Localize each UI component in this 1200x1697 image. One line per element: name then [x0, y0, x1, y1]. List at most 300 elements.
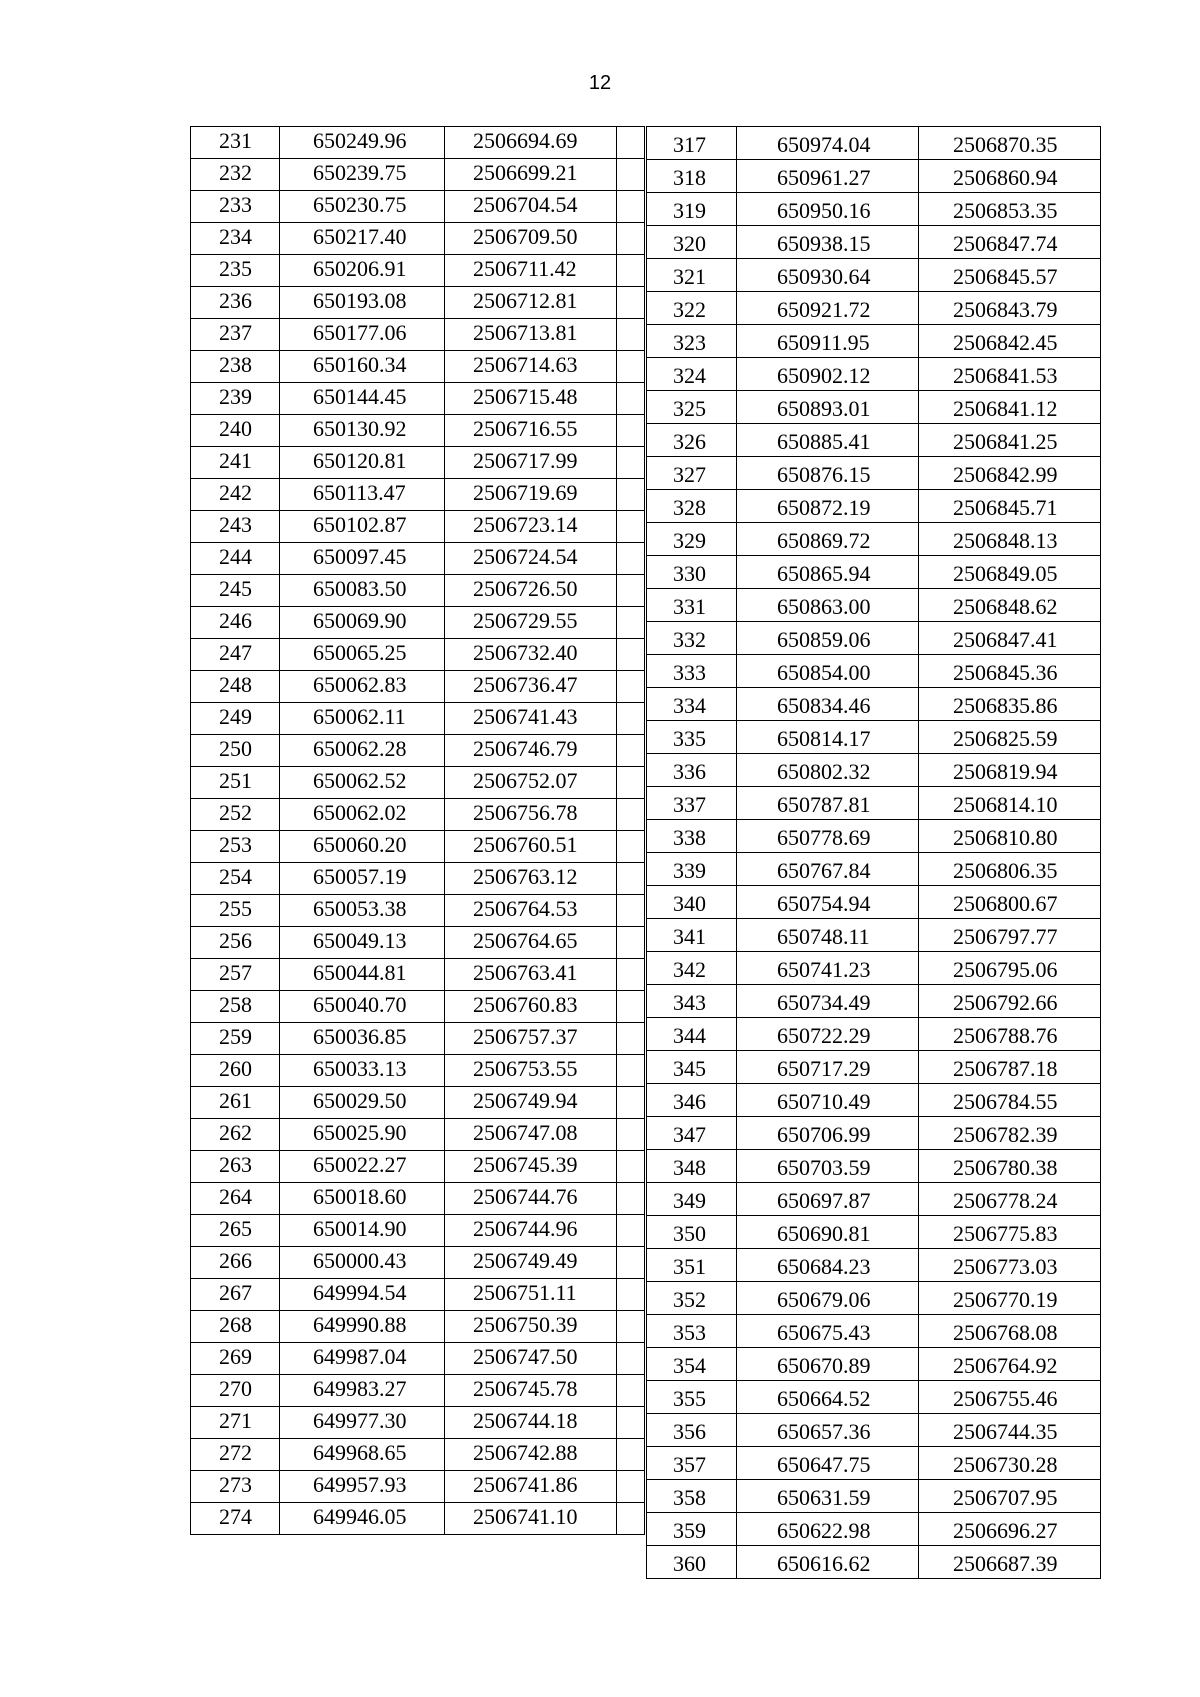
- y-coordinate-cell: 2506744.76: [445, 1183, 617, 1215]
- point-number-cell: 344: [647, 1018, 737, 1051]
- y-coordinate-cell: 2506842.99: [919, 457, 1101, 490]
- spacer-cell: [617, 1279, 645, 1311]
- point-number-cell: 322: [647, 292, 737, 325]
- point-number-cell: 341: [647, 919, 737, 952]
- table-row: [191, 287, 645, 319]
- point-number-cell: 247: [191, 639, 280, 671]
- x-coordinate-cell: 649946.05: [280, 1503, 445, 1535]
- spacer-cell: [617, 127, 645, 159]
- point-number-cell: 339: [647, 853, 737, 886]
- y-coordinate-cell: 2506849.05: [919, 556, 1101, 589]
- point-number-cell: 332: [647, 622, 737, 655]
- table-row: [191, 543, 645, 575]
- point-number-cell: 244: [191, 543, 280, 575]
- x-coordinate-cell: 650670.89: [737, 1348, 919, 1381]
- x-coordinate-cell: 650647.75: [737, 1447, 919, 1480]
- point-number-cell: 355: [647, 1381, 737, 1414]
- point-number-cell: 239: [191, 383, 280, 415]
- point-number-cell: 327: [647, 457, 737, 490]
- spacer-cell: [617, 383, 645, 415]
- x-coordinate-cell: 650057.19: [280, 863, 445, 895]
- table-row: [191, 607, 645, 639]
- coordinates-table-left-body: [191, 127, 645, 1535]
- spacer-cell: [617, 863, 645, 895]
- x-coordinate-cell: 650690.81: [737, 1216, 919, 1249]
- table-row: [191, 1343, 645, 1375]
- spacer-cell: [617, 159, 645, 191]
- x-coordinate-cell: 650814.17: [737, 721, 919, 754]
- y-coordinate-cell: 2506768.08: [919, 1315, 1101, 1348]
- y-coordinate-cell: 2506745.39: [445, 1151, 617, 1183]
- x-coordinate-cell: 650902.12: [737, 358, 919, 391]
- x-coordinate-cell: 650062.02: [280, 799, 445, 831]
- point-number-cell: 353: [647, 1315, 737, 1348]
- table-row: [647, 1414, 1101, 1447]
- point-number-cell: 252: [191, 799, 280, 831]
- point-number-cell: 330: [647, 556, 737, 589]
- table-row: [647, 655, 1101, 688]
- y-coordinate-cell: 2506764.53: [445, 895, 617, 927]
- point-number-cell: 267: [191, 1279, 280, 1311]
- x-coordinate-cell: 650834.46: [737, 688, 919, 721]
- point-number-cell: 337: [647, 787, 737, 820]
- y-coordinate-cell: 2506744.18: [445, 1407, 617, 1439]
- x-coordinate-cell: 650717.29: [737, 1051, 919, 1084]
- y-coordinate-cell: 2506775.83: [919, 1216, 1101, 1249]
- point-number-cell: 358: [647, 1480, 737, 1513]
- x-coordinate-cell: 650974.04: [737, 127, 919, 160]
- y-coordinate-cell: 2506792.66: [919, 985, 1101, 1018]
- spacer-cell: [617, 639, 645, 671]
- x-coordinate-cell: 650025.90: [280, 1119, 445, 1151]
- y-coordinate-cell: 2506707.95: [919, 1480, 1101, 1513]
- table-row: [647, 1150, 1101, 1183]
- y-coordinate-cell: 2506744.96: [445, 1215, 617, 1247]
- y-coordinate-cell: 2506726.50: [445, 575, 617, 607]
- table-row: [647, 1513, 1101, 1546]
- table-row: [647, 820, 1101, 853]
- x-coordinate-cell: 650921.72: [737, 292, 919, 325]
- y-coordinate-cell: 2506845.57: [919, 259, 1101, 292]
- y-coordinate-cell: 2506860.94: [919, 160, 1101, 193]
- spacer-cell: [617, 895, 645, 927]
- x-coordinate-cell: 650044.81: [280, 959, 445, 991]
- table-row: [647, 457, 1101, 490]
- x-coordinate-cell: 650787.81: [737, 787, 919, 820]
- point-number-cell: 318: [647, 160, 737, 193]
- point-number-cell: 240: [191, 415, 280, 447]
- spacer-cell: [617, 991, 645, 1023]
- table-row: [191, 703, 645, 735]
- point-number-cell: 255: [191, 895, 280, 927]
- y-coordinate-cell: 2506714.63: [445, 351, 617, 383]
- x-coordinate-cell: 649968.65: [280, 1439, 445, 1471]
- x-coordinate-cell: 650679.06: [737, 1282, 919, 1315]
- y-coordinate-cell: 2506841.25: [919, 424, 1101, 457]
- x-coordinate-cell: 650217.40: [280, 223, 445, 255]
- table-row: [647, 127, 1101, 160]
- table-row: [647, 1447, 1101, 1480]
- point-number-cell: 356: [647, 1414, 737, 1447]
- y-coordinate-cell: 2506709.50: [445, 223, 617, 255]
- x-coordinate-cell: 650859.06: [737, 622, 919, 655]
- y-coordinate-cell: 2506755.46: [919, 1381, 1101, 1414]
- spacer-cell: [617, 1375, 645, 1407]
- table-row: [647, 226, 1101, 259]
- spacer-cell: [617, 1119, 645, 1151]
- y-coordinate-cell: 2506713.81: [445, 319, 617, 351]
- x-coordinate-cell: 650748.11: [737, 919, 919, 952]
- table-row: [647, 1183, 1101, 1216]
- table-row: [647, 1381, 1101, 1414]
- y-coordinate-cell: 2506723.14: [445, 511, 617, 543]
- table-row: [647, 325, 1101, 358]
- x-coordinate-cell: 650869.72: [737, 523, 919, 556]
- x-coordinate-cell: 650616.62: [737, 1546, 919, 1579]
- spacer-cell: [617, 543, 645, 575]
- y-coordinate-cell: 2506845.36: [919, 655, 1101, 688]
- table-row: [647, 1315, 1101, 1348]
- table-row: [191, 1151, 645, 1183]
- table-row: [191, 383, 645, 415]
- point-number-cell: 233: [191, 191, 280, 223]
- y-coordinate-cell: 2506712.81: [445, 287, 617, 319]
- y-coordinate-cell: 2506715.48: [445, 383, 617, 415]
- x-coordinate-cell: 650069.90: [280, 607, 445, 639]
- point-number-cell: 241: [191, 447, 280, 479]
- x-coordinate-cell: 650160.34: [280, 351, 445, 383]
- y-coordinate-cell: 2506749.49: [445, 1247, 617, 1279]
- x-coordinate-cell: 650029.50: [280, 1087, 445, 1119]
- point-number-cell: 359: [647, 1513, 737, 1546]
- point-number-cell: 271: [191, 1407, 280, 1439]
- table-row: [647, 985, 1101, 1018]
- table-row: [191, 255, 645, 287]
- point-number-cell: 246: [191, 607, 280, 639]
- point-number-cell: 319: [647, 193, 737, 226]
- table-row: [647, 721, 1101, 754]
- point-number-cell: 259: [191, 1023, 280, 1055]
- table-row: [191, 1055, 645, 1087]
- table-row: [191, 223, 645, 255]
- x-coordinate-cell: 650710.49: [737, 1084, 919, 1117]
- point-number-cell: 232: [191, 159, 280, 191]
- x-coordinate-cell: 650014.90: [280, 1215, 445, 1247]
- table-row: [647, 1051, 1101, 1084]
- table-row: [191, 991, 645, 1023]
- table-row: [191, 895, 645, 927]
- x-coordinate-cell: 650102.87: [280, 511, 445, 543]
- point-number-cell: 236: [191, 287, 280, 319]
- point-number-cell: 245: [191, 575, 280, 607]
- point-number-cell: 235: [191, 255, 280, 287]
- point-number-cell: 250: [191, 735, 280, 767]
- x-coordinate-cell: 649990.88: [280, 1311, 445, 1343]
- x-coordinate-cell: 650872.19: [737, 490, 919, 523]
- point-number-cell: 272: [191, 1439, 280, 1471]
- table-row: [647, 358, 1101, 391]
- table-row: [191, 1087, 645, 1119]
- spacer-cell: [617, 1183, 645, 1215]
- spacer-cell: [617, 575, 645, 607]
- x-coordinate-cell: 650053.38: [280, 895, 445, 927]
- spacer-cell: [617, 1087, 645, 1119]
- table-row: [647, 1117, 1101, 1150]
- table-row: [191, 959, 645, 991]
- table-row: [191, 319, 645, 351]
- y-coordinate-cell: 2506747.08: [445, 1119, 617, 1151]
- point-number-cell: 321: [647, 259, 737, 292]
- point-number-cell: 254: [191, 863, 280, 895]
- point-number-cell: 264: [191, 1183, 280, 1215]
- y-coordinate-cell: 2506843.79: [919, 292, 1101, 325]
- point-number-cell: 243: [191, 511, 280, 543]
- point-number-cell: 334: [647, 688, 737, 721]
- point-number-cell: 325: [647, 391, 737, 424]
- x-coordinate-cell: 650062.28: [280, 735, 445, 767]
- x-coordinate-cell: 650060.20: [280, 831, 445, 863]
- table-row: [191, 767, 645, 799]
- x-coordinate-cell: 650754.94: [737, 886, 919, 919]
- point-number-cell: 234: [191, 223, 280, 255]
- table-row: [191, 575, 645, 607]
- spacer-cell: [617, 319, 645, 351]
- x-coordinate-cell: 649977.30: [280, 1407, 445, 1439]
- x-coordinate-cell: 650876.15: [737, 457, 919, 490]
- point-number-cell: 354: [647, 1348, 737, 1381]
- table-row: [191, 1247, 645, 1279]
- y-coordinate-cell: 2506744.35: [919, 1414, 1101, 1447]
- table-row: [647, 688, 1101, 721]
- table-row: [191, 447, 645, 479]
- point-number-cell: 346: [647, 1084, 737, 1117]
- table-row: [191, 831, 645, 863]
- y-coordinate-cell: 2506770.19: [919, 1282, 1101, 1315]
- table-row: [647, 1084, 1101, 1117]
- spacer-cell: [617, 287, 645, 319]
- table-row: [191, 351, 645, 383]
- point-number-cell: 253: [191, 831, 280, 863]
- spacer-cell: [617, 447, 645, 479]
- point-number-cell: 268: [191, 1311, 280, 1343]
- point-number-cell: 262: [191, 1119, 280, 1151]
- x-coordinate-cell: 649994.54: [280, 1279, 445, 1311]
- y-coordinate-cell: 2506784.55: [919, 1084, 1101, 1117]
- table-row: [647, 787, 1101, 820]
- x-coordinate-cell: 650206.91: [280, 255, 445, 287]
- point-number-cell: 249: [191, 703, 280, 735]
- point-number-cell: 342: [647, 952, 737, 985]
- x-coordinate-cell: 650703.59: [737, 1150, 919, 1183]
- point-number-cell: 329: [647, 523, 737, 556]
- spacer-cell: [617, 831, 645, 863]
- table-row: [647, 919, 1101, 952]
- x-coordinate-cell: 650022.27: [280, 1151, 445, 1183]
- spacer-cell: [617, 735, 645, 767]
- spacer-cell: [617, 1471, 645, 1503]
- y-coordinate-cell: 2506835.86: [919, 688, 1101, 721]
- x-coordinate-cell: 650083.50: [280, 575, 445, 607]
- x-coordinate-cell: 649983.27: [280, 1375, 445, 1407]
- table-row: [191, 735, 645, 767]
- spacer-cell: [617, 351, 645, 383]
- y-coordinate-cell: 2506764.92: [919, 1348, 1101, 1381]
- point-number-cell: 273: [191, 1471, 280, 1503]
- table-row: [191, 639, 645, 671]
- y-coordinate-cell: 2506752.07: [445, 767, 617, 799]
- x-coordinate-cell: 650097.45: [280, 543, 445, 575]
- table-row: [647, 1249, 1101, 1282]
- x-coordinate-cell: 650863.00: [737, 589, 919, 622]
- y-coordinate-cell: 2506788.76: [919, 1018, 1101, 1051]
- x-coordinate-cell: 650722.29: [737, 1018, 919, 1051]
- table-row: [191, 1471, 645, 1503]
- y-coordinate-cell: 2506841.12: [919, 391, 1101, 424]
- table-row: [647, 1282, 1101, 1315]
- point-number-cell: 270: [191, 1375, 280, 1407]
- point-number-cell: 333: [647, 655, 737, 688]
- point-number-cell: 357: [647, 1447, 737, 1480]
- table-row: [191, 127, 645, 159]
- point-number-cell: 260: [191, 1055, 280, 1087]
- spacer-cell: [617, 703, 645, 735]
- table-row: [191, 1279, 645, 1311]
- table-row: [191, 927, 645, 959]
- point-number-cell: 317: [647, 127, 737, 160]
- x-coordinate-cell: 650033.13: [280, 1055, 445, 1087]
- point-number-cell: 256: [191, 927, 280, 959]
- x-coordinate-cell: 650911.95: [737, 325, 919, 358]
- point-number-cell: 324: [647, 358, 737, 391]
- point-number-cell: 360: [647, 1546, 737, 1579]
- y-coordinate-cell: 2506797.77: [919, 919, 1101, 952]
- y-coordinate-cell: 2506853.35: [919, 193, 1101, 226]
- table-row: [191, 799, 645, 831]
- y-coordinate-cell: 2506795.06: [919, 952, 1101, 985]
- y-coordinate-cell: 2506847.74: [919, 226, 1101, 259]
- y-coordinate-cell: 2506696.27: [919, 1513, 1101, 1546]
- table-row: [647, 886, 1101, 919]
- table-row: [647, 424, 1101, 457]
- y-coordinate-cell: 2506741.43: [445, 703, 617, 735]
- y-coordinate-cell: 2506782.39: [919, 1117, 1101, 1150]
- x-coordinate-cell: 650684.23: [737, 1249, 919, 1282]
- y-coordinate-cell: 2506729.55: [445, 607, 617, 639]
- point-number-cell: 335: [647, 721, 737, 754]
- table-row: [647, 853, 1101, 886]
- point-number-cell: 237: [191, 319, 280, 351]
- table-row: [647, 1546, 1101, 1579]
- point-number-cell: 238: [191, 351, 280, 383]
- spacer-cell: [617, 767, 645, 799]
- x-coordinate-cell: 650144.45: [280, 383, 445, 415]
- table-row: [647, 556, 1101, 589]
- coordinates-table-left: [190, 126, 645, 1535]
- spacer-cell: [617, 1055, 645, 1087]
- y-coordinate-cell: 2506806.35: [919, 853, 1101, 886]
- point-number-cell: 257: [191, 959, 280, 991]
- x-coordinate-cell: 650120.81: [280, 447, 445, 479]
- y-coordinate-cell: 2506732.40: [445, 639, 617, 671]
- y-coordinate-cell: 2506825.59: [919, 721, 1101, 754]
- table-row: [191, 1119, 645, 1151]
- x-coordinate-cell: 650049.13: [280, 927, 445, 959]
- x-coordinate-cell: 650706.99: [737, 1117, 919, 1150]
- x-coordinate-cell: 650950.16: [737, 193, 919, 226]
- table-row: [647, 193, 1101, 226]
- x-coordinate-cell: 650062.83: [280, 671, 445, 703]
- y-coordinate-cell: 2506750.39: [445, 1311, 617, 1343]
- y-coordinate-cell: 2506717.99: [445, 447, 617, 479]
- point-number-cell: 265: [191, 1215, 280, 1247]
- table-row: [647, 1018, 1101, 1051]
- table-row: [647, 490, 1101, 523]
- y-coordinate-cell: 2506847.41: [919, 622, 1101, 655]
- point-number-cell: 345: [647, 1051, 737, 1084]
- x-coordinate-cell: 650734.49: [737, 985, 919, 1018]
- table-row: [191, 671, 645, 703]
- spacer-cell: [617, 1407, 645, 1439]
- x-coordinate-cell: 650239.75: [280, 159, 445, 191]
- table-row: [647, 952, 1101, 985]
- table-row: [191, 1215, 645, 1247]
- y-coordinate-cell: 2506763.12: [445, 863, 617, 895]
- spacer-cell: [617, 799, 645, 831]
- x-coordinate-cell: 650865.94: [737, 556, 919, 589]
- spacer-cell: [617, 415, 645, 447]
- table-row: [191, 159, 645, 191]
- table-row: [647, 292, 1101, 325]
- y-coordinate-cell: 2506724.54: [445, 543, 617, 575]
- spacer-cell: [617, 1343, 645, 1375]
- point-number-cell: 349: [647, 1183, 737, 1216]
- point-number-cell: 258: [191, 991, 280, 1023]
- table-row: [191, 511, 645, 543]
- x-coordinate-cell: 650893.01: [737, 391, 919, 424]
- table-row: [647, 523, 1101, 556]
- x-coordinate-cell: 650062.11: [280, 703, 445, 735]
- y-coordinate-cell: 2506694.69: [445, 127, 617, 159]
- point-number-cell: 274: [191, 1503, 280, 1535]
- x-coordinate-cell: 650885.41: [737, 424, 919, 457]
- point-number-cell: 338: [647, 820, 737, 853]
- y-coordinate-cell: 2506800.67: [919, 886, 1101, 919]
- table-row: [647, 754, 1101, 787]
- x-coordinate-cell: 650675.43: [737, 1315, 919, 1348]
- x-coordinate-cell: 650000.43: [280, 1247, 445, 1279]
- point-number-cell: 242: [191, 479, 280, 511]
- x-coordinate-cell: 649957.93: [280, 1471, 445, 1503]
- y-coordinate-cell: 2506848.13: [919, 523, 1101, 556]
- y-coordinate-cell: 2506741.86: [445, 1471, 617, 1503]
- table-row: [191, 1311, 645, 1343]
- table-row: [191, 479, 645, 511]
- y-coordinate-cell: 2506751.11: [445, 1279, 617, 1311]
- spacer-cell: [617, 1247, 645, 1279]
- spacer-cell: [617, 1503, 645, 1535]
- x-coordinate-cell: 650938.15: [737, 226, 919, 259]
- y-coordinate-cell: 2506757.37: [445, 1023, 617, 1055]
- y-coordinate-cell: 2506845.71: [919, 490, 1101, 523]
- table-row: [191, 863, 645, 895]
- y-coordinate-cell: 2506704.54: [445, 191, 617, 223]
- spacer-cell: [617, 1439, 645, 1471]
- x-coordinate-cell: 650113.47: [280, 479, 445, 511]
- point-number-cell: 352: [647, 1282, 737, 1315]
- y-coordinate-cell: 2506753.55: [445, 1055, 617, 1087]
- point-number-cell: 266: [191, 1247, 280, 1279]
- point-number-cell: 350: [647, 1216, 737, 1249]
